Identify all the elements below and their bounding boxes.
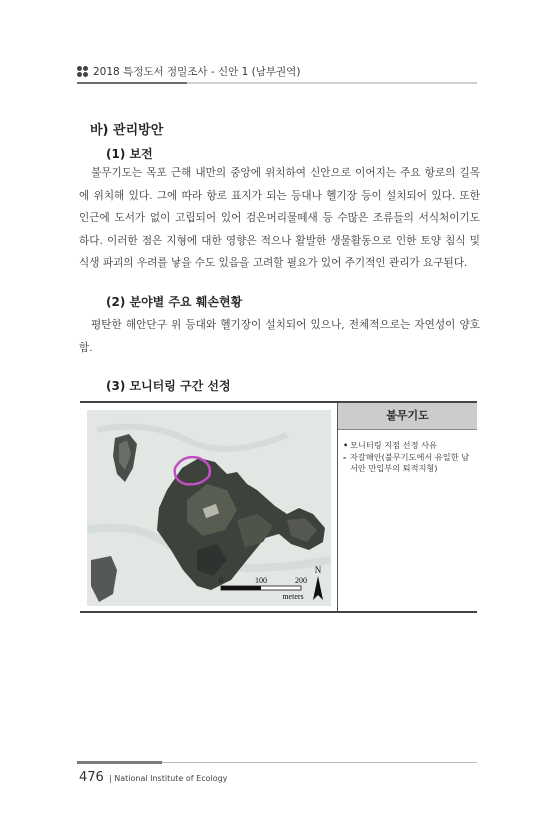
- table-divider: [337, 403, 338, 611]
- scale-unit: meters: [282, 592, 304, 601]
- header-dots-icon: [77, 66, 89, 78]
- scale-label-100: 100: [255, 576, 267, 585]
- damage-paragraph: 평탄한 해안단구 위 등대와 헬기장이 설치되어 있으나, 전체적으로는 자연성이 양호함.: [79, 319, 480, 354]
- note-detail-text: 자갈해안(불무기도에서 유일한 남서안 만입부의 퇴적지형): [350, 452, 470, 473]
- footer-publisher: | National Institute of Ecology: [109, 774, 228, 783]
- subsection-title-conservation: (1) 보전: [106, 147, 153, 161]
- subsection-title-damage: (2) 분야별 주요 훼손현황: [106, 295, 243, 309]
- north-label: N: [314, 565, 322, 575]
- note-reason-text: 모니터링 지점 선정 사유: [350, 440, 437, 450]
- scale-label-200: 200: [295, 576, 307, 585]
- site-name-header: 불무기도: [338, 403, 477, 430]
- table-bottom-rule: [80, 611, 477, 613]
- aerial-map-svg: [87, 410, 331, 606]
- conservation-paragraph: 불무기도는 목포 근해 내만의 중앙에 위치하여 신안으로 이어지는 주요 항로의 길목에 위치해 있다. 그에 따라 항로 표지가 되는 등대나 헬기장 등이 설치되어 있다. 또한 인근에 도서가 없이 고립되어 있어 검은머리물떼새 등 수많은 조류들의 서식처이기도 하다. 이러한 점은 지형에 대한 영향은 적으나 활발한 생물활동으로 인한 토양 침식 및 식생 파괴의 우려를 낳을 수도 있음을 고려할 필요가 있어 주기적인 관리가 요구된다.: [79, 167, 480, 270]
- footer-rule-accent: [77, 761, 162, 764]
- note-reason: [343, 440, 437, 451]
- header-rule-accent: [77, 82, 187, 84]
- dash-marker: -: [343, 452, 347, 462]
- section-title: 바) 관리방안: [90, 123, 164, 138]
- header-title: 2018 특정도서 정밀조사 - 신안 1 (남부권역): [93, 66, 301, 78]
- subsection-title-monitoring: (3) 모니터링 구간 선정: [106, 379, 231, 393]
- bullet-marker: •: [343, 440, 349, 450]
- page-number: 476: [79, 770, 104, 785]
- aerial-map-image: [87, 410, 331, 606]
- scale-label-0: 0: [219, 576, 223, 585]
